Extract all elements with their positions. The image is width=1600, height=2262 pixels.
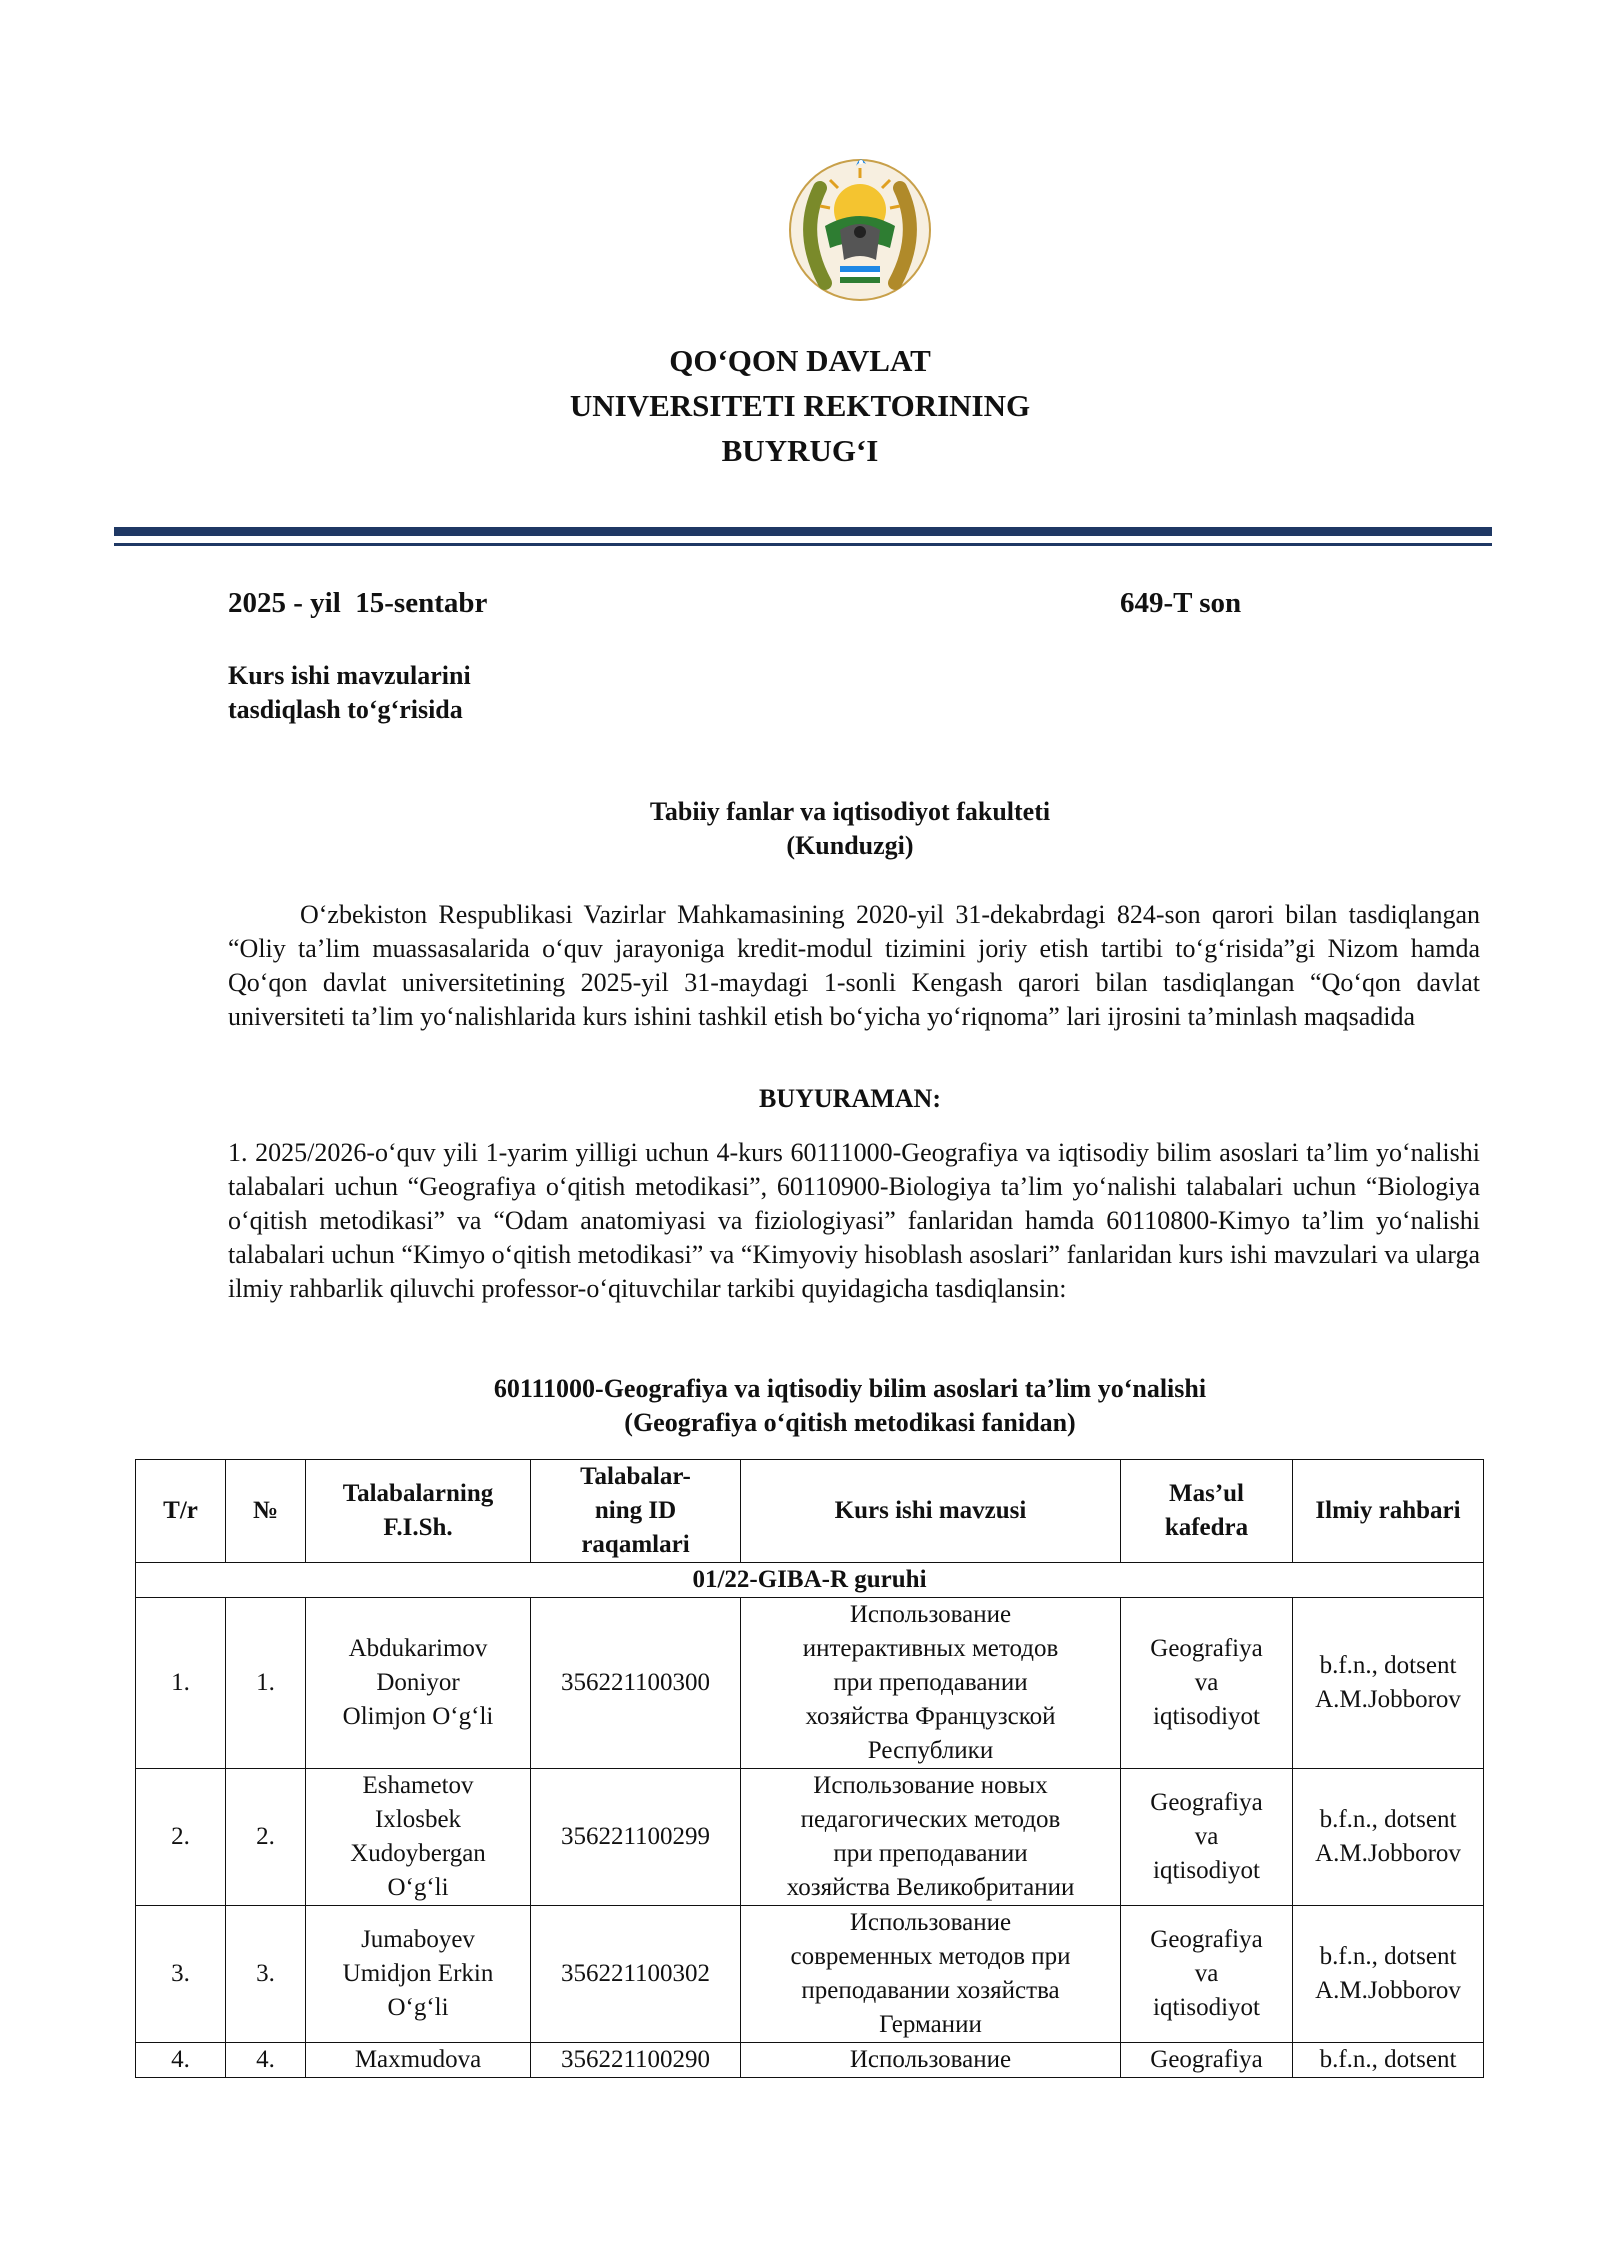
name-line: Olimjon O‘g‘li <box>342 1703 494 1730</box>
subject-line: Kurs ishi mavzularini <box>228 661 471 690</box>
advisor-line: b.f.n., dotsent <box>1319 2046 1457 2073</box>
header-text: raqamlari <box>581 1531 690 1558</box>
order-subject <box>228 659 471 727</box>
topic-line: Использование <box>849 1909 1012 1936</box>
cell-tr: 4. <box>136 2043 226 2078</box>
table-caption <box>0 1372 1600 1440</box>
clause-1: 1. 2025/2026-o‘quv yili 1-yarim yilligi uchun 4-kurs 60111000-Geografiya va iqtisodiy bilim asoslari ta’lim yo‘nalishi talabalari uchun “Geografiya o‘qitish metodikasi”, 60110900-Biologiya ta’lim yo‘nalishi talabalari uchun “Biologiya o‘qitish metodikasi” va “Odam anatomiyasi va fiziologiyasi” fanlaridan hamda 60110800-Kimyo ta’lim yo‘nalishi talabalari uchun “Kimyo o‘qitish metodikasi” va “Kimyoviy hisoblash asoslari” fanlaridan kurs ishi mavzulari va ularga ilmiy rahbarlik qiluvchi professor-o‘qituvchilar tarkibi quyidagicha tasdiqlansin: <box>228 1138 1480 1303</box>
cell-department <box>1121 1598 1293 1769</box>
advisor-line: b.f.n., dotsent <box>1319 1806 1457 1833</box>
cell-no: 3. <box>226 1906 306 2043</box>
title-line: BUYRUG‘I <box>721 433 879 468</box>
cell-topic <box>741 1598 1121 1769</box>
col-header-id <box>531 1460 741 1563</box>
subject-line: tasdiqlash to‘g‘risida <box>228 695 463 724</box>
title-line: QO‘QON DAVLAT <box>669 343 931 378</box>
advisor-line: b.f.n., dotsent <box>1319 1652 1457 1679</box>
dept-line: va <box>1194 1960 1219 1987</box>
name-line: Ixlosbek <box>374 1806 462 1833</box>
col-header-no: № <box>226 1460 306 1563</box>
topic-line: при преподавании <box>833 1840 1028 1867</box>
topic-line: педагогических методов <box>800 1806 1061 1833</box>
table-row <box>136 2043 1484 2078</box>
cell-tr: 3. <box>136 1906 226 2043</box>
order-number: 649-T son <box>1120 587 1242 619</box>
cell-no: 1. <box>226 1598 306 1769</box>
topic-line: интерактивных методов <box>802 1635 1059 1662</box>
cell-department <box>1121 1906 1293 2043</box>
name-line: Doniyor <box>376 1669 460 1696</box>
dept-line: iqtisodiyot <box>1153 1703 1260 1730</box>
cell-name <box>306 2043 531 2078</box>
preamble-paragraph: O‘zbekiston Respublikasi Vazirlar Mahkamasining 2020-yil 31-dekabrdagi 824-son qarori bilan tasdiqlangan “Oliy ta’lim muassasalarida o‘quv jarayoniga kredit-modul tizimini joriy etish tartibi to‘g‘risida”gi Nizom hamda Qo‘qon davlat universitetining 2025-yil 31-maydagi 1-sonli Kengash qarori bilan tasdiqlangan “Qo‘qon davlat universiteti ta’lim yo‘nalishlarida kurs ishini tashkil etish bo‘yicha yo‘riqnoma” lari ijrosini ta’minlash maqsadida <box>228 900 1480 1031</box>
name-line: O‘g‘li <box>387 1874 449 1901</box>
topic-line: Использование новых <box>813 1772 1048 1799</box>
cell-tr: 2. <box>136 1769 226 1906</box>
col-header-department <box>1121 1460 1293 1563</box>
dept-line: iqtisodiyot <box>1153 1857 1260 1884</box>
advisor-line: A.M.Jobborov <box>1315 1840 1461 1867</box>
col-header-tr: T/r <box>136 1460 226 1563</box>
faculty-form: (Kunduzgi) <box>786 831 914 860</box>
name-line: Jumaboyev <box>361 1926 475 1953</box>
dept-line: Geografiya <box>1150 1926 1263 1953</box>
order-date: 2025 - yil 15-sentabr <box>228 587 488 619</box>
cell-no: 2. <box>226 1769 306 1906</box>
dept-line: va <box>1194 1823 1219 1850</box>
dept-line: va <box>1194 1669 1219 1696</box>
name-line: O‘g‘li <box>387 1994 449 2021</box>
cell-name <box>306 1906 531 2043</box>
col-header-advisor: Ilmiy rahbari <box>1293 1460 1484 1563</box>
cell-topic <box>741 1769 1121 1906</box>
faculty-name: Tabiiy fanlar va iqtisodiyot fakulteti <box>649 797 1051 826</box>
document-title <box>0 338 1600 473</box>
header-text: Mas’ul <box>1169 1480 1244 1507</box>
group-label: 01/22-GIBA-R guruhi <box>136 1563 1484 1598</box>
cell-advisor <box>1293 1598 1484 1769</box>
dept-line: iqtisodiyot <box>1153 1994 1260 2021</box>
cell-id: 356221100302 <box>531 1906 741 2043</box>
name-line: Umidjon Erkin <box>342 1960 494 1987</box>
cell-no: 4. <box>226 2043 306 2078</box>
advisor-line: b.f.n., dotsent <box>1319 1943 1457 1970</box>
topic-line: Использование <box>849 2046 1012 2073</box>
cell-id: 356221100290 <box>531 2043 741 2078</box>
table-row <box>136 1906 1484 2043</box>
topic-line: Германии <box>879 2011 982 2038</box>
cell-name <box>306 1769 531 1906</box>
topic-line: при преподавании <box>833 1669 1028 1696</box>
cell-topic <box>741 1906 1121 2043</box>
topic-line: современных методов при <box>790 1943 1071 1970</box>
topic-line: Использование <box>849 1601 1012 1628</box>
cell-id: 356221100300 <box>531 1598 741 1769</box>
name-line: Maxmudova <box>354 2046 482 2073</box>
cell-advisor <box>1293 1769 1484 1906</box>
name-line: Eshametov <box>362 1772 474 1799</box>
cell-advisor <box>1293 2043 1484 2078</box>
advisor-line: A.M.Jobborov <box>1315 1977 1461 2004</box>
group-row <box>136 1563 1484 1598</box>
header-text: ning ID <box>594 1497 677 1524</box>
cell-name <box>306 1598 531 1769</box>
header-text: F.I.Sh. <box>383 1514 453 1541</box>
name-line: Xudoybergan <box>350 1840 486 1867</box>
dept-line: Geografiya <box>1150 1789 1263 1816</box>
topic-line: хозяйства Французской <box>805 1703 1056 1730</box>
topic-line: преподавании хозяйства <box>801 1977 1060 2004</box>
table-caption-line: (Geografiya o‘qitish metodikasi fanidan) <box>624 1408 1076 1437</box>
cell-advisor <box>1293 1906 1484 2043</box>
header-text: Talabalar- <box>580 1463 691 1490</box>
topic-line: Республики <box>867 1737 994 1764</box>
col-header-name <box>306 1460 531 1563</box>
header-text: Talabalarning <box>342 1480 494 1507</box>
dept-line: Geografiya <box>1150 1635 1263 1662</box>
advisor-line: A.M.Jobborov <box>1315 1686 1461 1713</box>
table-header-row <box>136 1460 1484 1563</box>
name-line: Abdukarimov <box>348 1635 488 1662</box>
faculty-heading <box>0 795 1600 863</box>
header-text: kafedra <box>1164 1514 1249 1541</box>
table-row <box>136 1769 1484 1906</box>
col-header-topic: Kurs ishi mavzusi <box>741 1460 1121 1563</box>
students-table <box>135 1459 1484 2078</box>
topic-line: хозяйства Великобритании <box>786 1874 1075 1901</box>
cell-department <box>1121 1769 1293 1906</box>
cell-department <box>1121 2043 1293 2078</box>
dept-line: Geografiya <box>1150 2046 1263 2073</box>
cell-tr: 1. <box>136 1598 226 1769</box>
table-caption-line: 60111000-Geografiya va iqtisodiy bilim asoslari ta’lim yo‘nalishi <box>493 1374 1207 1403</box>
cell-topic <box>741 2043 1121 2078</box>
order-keyword: BUYURAMAN: <box>759 1084 941 1113</box>
title-line: UNIVERSITETI REKTORINING <box>569 388 1031 423</box>
header-rule-thin <box>114 543 1492 546</box>
table-row <box>136 1598 1484 1769</box>
header-rule-thick <box>114 527 1492 536</box>
cell-id: 356221100299 <box>531 1769 741 1906</box>
state-emblem-icon <box>780 148 940 308</box>
